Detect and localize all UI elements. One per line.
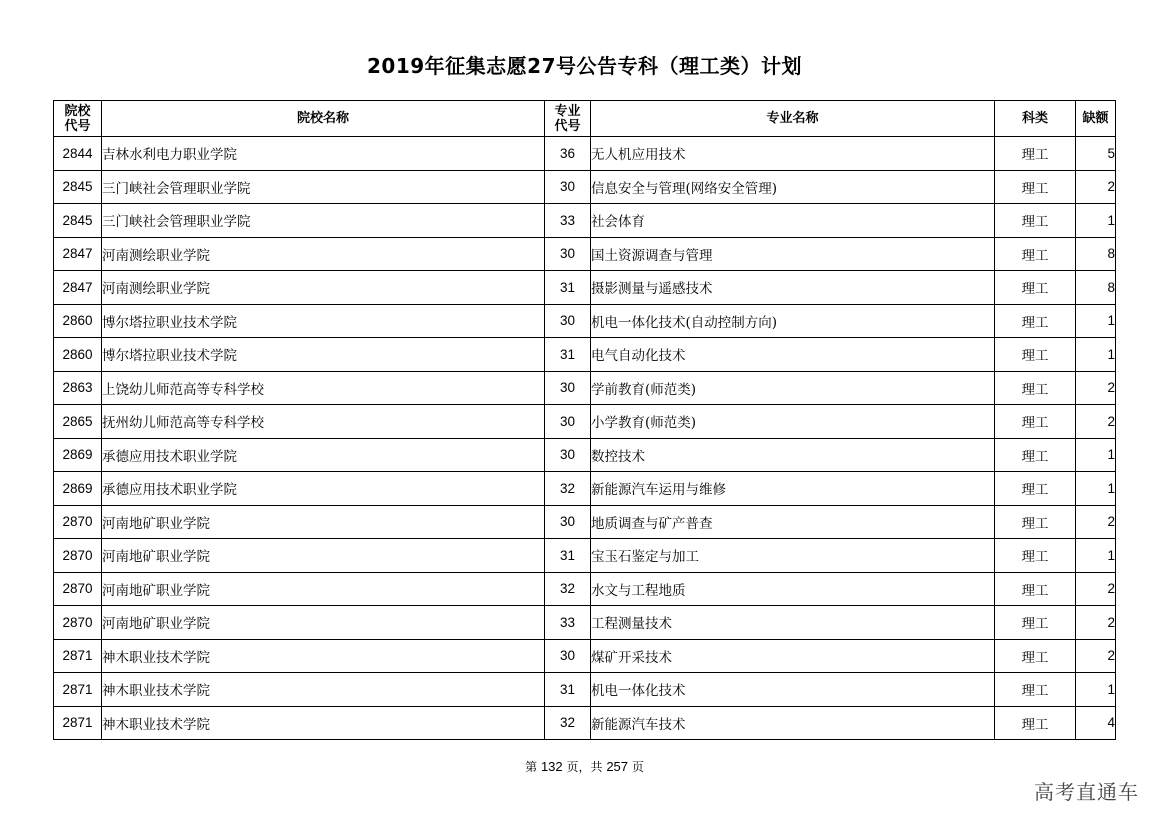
table-row — [54, 371, 1116, 405]
header-major-name: 专业名称 — [591, 101, 995, 137]
page-footer — [0, 758, 1169, 775]
cell-school-code: 2870 — [54, 505, 102, 539]
cell-category: 理工 — [995, 438, 1076, 472]
cell-quota: 2 — [1076, 639, 1116, 673]
footer-prefix: 第 — [525, 760, 538, 774]
cell-quota: 2 — [1076, 606, 1116, 640]
cell-major-code: 31 — [545, 673, 591, 707]
cell-major-name: 数控技术 — [591, 438, 995, 472]
cell-quota: 2 — [1076, 572, 1116, 606]
cell-major-code: 32 — [545, 572, 591, 606]
table-row — [54, 237, 1116, 271]
cell-school-code: 2869 — [54, 438, 102, 472]
cell-quota: 2 — [1076, 505, 1116, 539]
cell-school-name: 抚州幼儿师范高等专科学校 — [102, 405, 545, 439]
table-row — [54, 271, 1116, 305]
cell-major-name: 小学教育(师范类) — [591, 405, 995, 439]
table-row — [54, 606, 1116, 640]
cell-major-name: 宝玉石鉴定与加工 — [591, 539, 995, 573]
cell-major-name: 工程测量技术 — [591, 606, 995, 640]
cell-school-name: 河南测绘职业学院 — [102, 271, 545, 305]
cell-major-name: 新能源汽车技术 — [591, 706, 995, 740]
cell-major-code: 36 — [545, 137, 591, 171]
table-row — [54, 673, 1116, 707]
cell-category: 理工 — [995, 338, 1076, 372]
cell-school-code: 2870 — [54, 606, 102, 640]
header-major-code: 专业 代号 — [545, 101, 591, 137]
cell-school-name: 承德应用技术职业学院 — [102, 472, 545, 506]
cell-category: 理工 — [995, 271, 1076, 305]
cell-quota: 1 — [1076, 673, 1116, 707]
cell-school-name: 河南地矿职业学院 — [102, 606, 545, 640]
cell-category: 理工 — [995, 673, 1076, 707]
cell-school-code: 2860 — [54, 304, 102, 338]
cell-major-code: 31 — [545, 271, 591, 305]
cell-quota: 2 — [1076, 371, 1116, 405]
cell-major-code: 30 — [545, 371, 591, 405]
header-school-code: 院校 代号 — [54, 101, 102, 137]
cell-quota: 1 — [1076, 338, 1116, 372]
cell-quota: 1 — [1076, 472, 1116, 506]
cell-category: 理工 — [995, 137, 1076, 171]
cell-school-name: 神木职业技术学院 — [102, 673, 545, 707]
cell-category: 理工 — [995, 606, 1076, 640]
cell-category: 理工 — [995, 405, 1076, 439]
cell-category: 理工 — [995, 472, 1076, 506]
cell-quota: 2 — [1076, 405, 1116, 439]
cell-major-name: 水文与工程地质 — [591, 572, 995, 606]
footer-mid: 页，共 — [566, 760, 603, 774]
cell-category: 理工 — [995, 304, 1076, 338]
cell-major-code: 32 — [545, 706, 591, 740]
cell-quota: 1 — [1076, 438, 1116, 472]
cell-category: 理工 — [995, 572, 1076, 606]
cell-major-code: 33 — [545, 204, 591, 238]
cell-school-code: 2847 — [54, 271, 102, 305]
cell-quota: 1 — [1076, 204, 1116, 238]
cell-major-name: 煤矿开采技术 — [591, 639, 995, 673]
cell-school-name: 吉林水利电力职业学院 — [102, 137, 545, 171]
cell-category: 理工 — [995, 505, 1076, 539]
table-row — [54, 472, 1116, 506]
cell-major-code: 30 — [545, 237, 591, 271]
cell-major-code: 30 — [545, 438, 591, 472]
table-row — [54, 572, 1116, 606]
cell-school-code: 2845 — [54, 204, 102, 238]
cell-category: 理工 — [995, 204, 1076, 238]
cell-major-name: 电气自动化技术 — [591, 338, 995, 372]
cell-school-name: 河南测绘职业学院 — [102, 237, 545, 271]
cell-major-name: 地质调查与矿产普查 — [591, 505, 995, 539]
plan-table — [53, 100, 1116, 740]
cell-school-name: 承德应用技术职业学院 — [102, 438, 545, 472]
cell-school-name: 三门峡社会管理职业学院 — [102, 204, 545, 238]
cell-school-name: 博尔塔拉职业技术学院 — [102, 338, 545, 372]
cell-school-code: 2844 — [54, 137, 102, 171]
cell-school-name: 神木职业技术学院 — [102, 706, 545, 740]
page-title: 2019年征集志愿27号公告专科（理工类）计划 — [367, 54, 802, 78]
cell-quota: 8 — [1076, 237, 1116, 271]
cell-school-code: 2871 — [54, 706, 102, 740]
table-row — [54, 639, 1116, 673]
cell-school-name: 上饶幼儿师范高等专科学校 — [102, 371, 545, 405]
cell-school-name: 三门峡社会管理职业学院 — [102, 170, 545, 204]
cell-quota: 4 — [1076, 706, 1116, 740]
cell-school-code: 2870 — [54, 572, 102, 606]
cell-major-name: 机电一体化技术 — [591, 673, 995, 707]
cell-school-name: 神木职业技术学院 — [102, 639, 545, 673]
cell-major-code: 33 — [545, 606, 591, 640]
cell-major-code: 30 — [545, 639, 591, 673]
cell-major-name: 国土资源调查与管理 — [591, 237, 995, 271]
cell-major-code: 30 — [545, 505, 591, 539]
cell-major-code: 30 — [545, 405, 591, 439]
cell-major-code: 30 — [545, 304, 591, 338]
cell-school-code: 2860 — [54, 338, 102, 372]
table-row — [54, 438, 1116, 472]
header-category: 科类 — [995, 101, 1076, 137]
cell-major-name: 学前教育(师范类) — [591, 371, 995, 405]
cell-school-code: 2870 — [54, 539, 102, 573]
cell-major-name: 新能源汽车运用与维修 — [591, 472, 995, 506]
cell-quota: 8 — [1076, 271, 1116, 305]
cell-category: 理工 — [995, 639, 1076, 673]
table-row — [54, 137, 1116, 171]
header-school-name: 院校名称 — [102, 101, 545, 137]
footer-total-pages: 257 — [606, 759, 629, 774]
watermark-logo: 高考直通车 — [1034, 780, 1139, 804]
cell-major-code: 31 — [545, 539, 591, 573]
footer-suffix: 页 — [631, 760, 644, 774]
cell-category: 理工 — [995, 237, 1076, 271]
cell-category: 理工 — [995, 170, 1076, 204]
cell-major-name: 摄影测量与遥感技术 — [591, 271, 995, 305]
cell-quota: 1 — [1076, 539, 1116, 573]
table-row — [54, 505, 1116, 539]
cell-quota: 5 — [1076, 137, 1116, 171]
table-row — [54, 304, 1116, 338]
table-row — [54, 539, 1116, 573]
cell-school-name: 河南地矿职业学院 — [102, 572, 545, 606]
cell-major-name: 社会体育 — [591, 204, 995, 238]
cell-school-code: 2847 — [54, 237, 102, 271]
table-header-row — [54, 101, 1116, 137]
cell-quota: 2 — [1076, 170, 1116, 204]
cell-major-code: 31 — [545, 338, 591, 372]
cell-category: 理工 — [995, 371, 1076, 405]
cell-school-name: 博尔塔拉职业技术学院 — [102, 304, 545, 338]
header-quota: 缺额 — [1076, 101, 1116, 137]
cell-school-code: 2863 — [54, 371, 102, 405]
cell-major-name: 信息安全与管理(网络安全管理) — [591, 170, 995, 204]
cell-school-code: 2871 — [54, 673, 102, 707]
cell-school-code: 2845 — [54, 170, 102, 204]
table-row — [54, 338, 1116, 372]
cell-major-name: 机电一体化技术(自动控制方向) — [591, 304, 995, 338]
table-row — [54, 204, 1116, 238]
cell-category: 理工 — [995, 706, 1076, 740]
cell-school-code: 2871 — [54, 639, 102, 673]
footer-page-number: 132 — [540, 759, 563, 774]
table-row — [54, 170, 1116, 204]
cell-quota: 1 — [1076, 304, 1116, 338]
table-row — [54, 405, 1116, 439]
cell-category: 理工 — [995, 539, 1076, 573]
cell-major-name: 无人机应用技术 — [591, 137, 995, 171]
cell-school-code: 2869 — [54, 472, 102, 506]
cell-school-name: 河南地矿职业学院 — [102, 539, 545, 573]
table-row — [54, 706, 1116, 740]
cell-school-code: 2865 — [54, 405, 102, 439]
cell-major-code: 32 — [545, 472, 591, 506]
cell-major-code: 30 — [545, 170, 591, 204]
cell-school-name: 河南地矿职业学院 — [102, 505, 545, 539]
